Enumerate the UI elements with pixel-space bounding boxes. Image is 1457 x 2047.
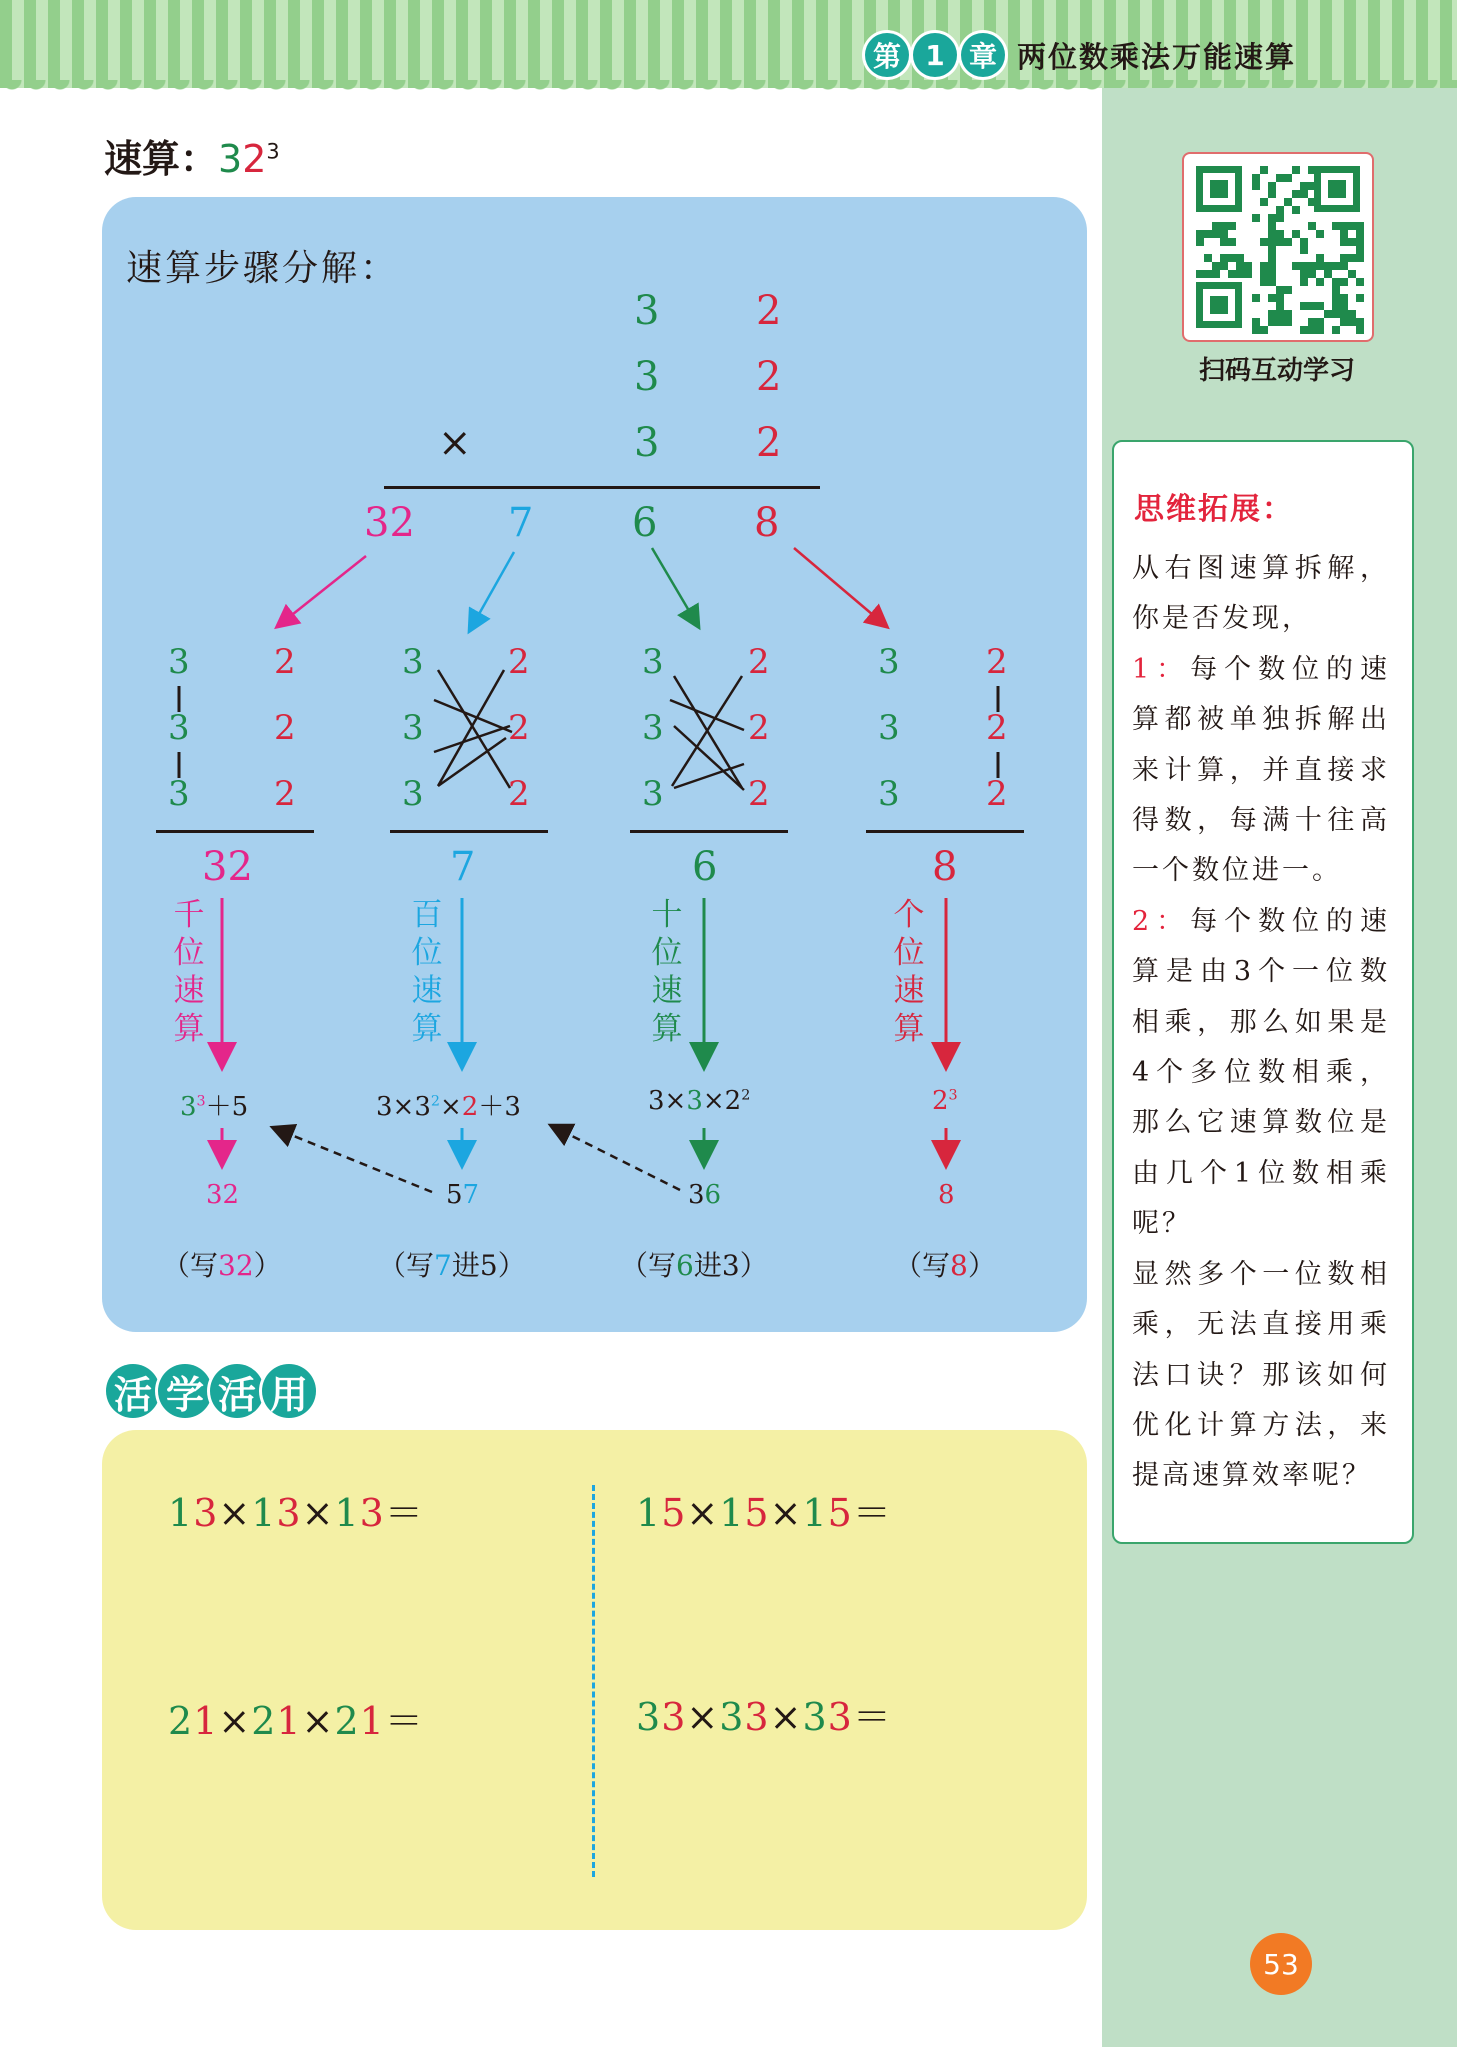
thinking-paragraph: 显然多个一位数相乘，无法直接用乘法口诀？那该如何优化计算方法，来提高速算效率呢？: [1132, 1258, 1390, 1492]
formula-ones: $2^3$: [932, 1086, 958, 1116]
note-ones: （写8）: [894, 1249, 996, 1282]
digit: 2: [748, 774, 770, 814]
practice-badge: [106, 1364, 314, 1418]
practice-problem: 33×33×33＝: [636, 1695, 892, 1739]
multiplicand-ones: 2: [756, 288, 782, 334]
multiplicand-tens: 3: [634, 288, 660, 334]
label-tens: 十位速算: [651, 897, 683, 1047]
badge-char: 活: [210, 1364, 264, 1418]
column-line: [390, 830, 548, 833]
digit: 3: [168, 708, 190, 748]
page-number: 53: [1250, 1933, 1312, 1995]
digit: 3: [642, 774, 664, 814]
partial-hundreds: 57: [446, 1180, 480, 1210]
note-thousands: （写32）: [162, 1249, 282, 1282]
column-result-tens: 6: [692, 844, 718, 890]
digit: 3: [878, 708, 900, 748]
digit: 3: [402, 708, 424, 748]
digit: 2: [508, 774, 530, 814]
digit: 2: [274, 774, 296, 814]
partial-tens: 36: [688, 1180, 722, 1210]
label-hundreds: 百位速算: [411, 897, 443, 1047]
result-ones: 8: [754, 500, 780, 546]
column-line: [630, 830, 788, 833]
digit: 3: [878, 774, 900, 814]
page-title: 速算：$32^3$: [104, 137, 280, 181]
digit: 3: [168, 642, 190, 682]
practice-problem: 15×15×15＝: [636, 1491, 892, 1535]
tens-cross-lines: [670, 676, 744, 790]
digit: 3: [402, 774, 424, 814]
chapter-suffix: 章: [961, 33, 1005, 77]
thinking-paragraph: 从右图速算拆解，你是否发现，: [1132, 553, 1390, 635]
chapter-prefix: 第: [865, 33, 909, 77]
digit: 2: [274, 642, 296, 682]
chapter-number: 1: [913, 33, 957, 77]
digit: 2: [986, 708, 1008, 748]
practice-divider: [592, 1485, 595, 1877]
formula-tens: $3\times 3\times 2^2$: [648, 1086, 751, 1116]
thinking-title: 思维拓展：: [1134, 492, 1294, 527]
badge-char: 用: [262, 1364, 316, 1418]
result-thousands: 32: [364, 500, 415, 546]
partial-thousands: 32: [206, 1180, 240, 1210]
multiplicand-tens: 3: [634, 420, 660, 466]
badge-char: 活: [106, 1364, 160, 1418]
arrow-to-tens: [652, 548, 698, 626]
practice-problem: 21×21×21＝: [168, 1699, 424, 1743]
partial-ones: 8: [938, 1180, 955, 1210]
column-result-ones: 8: [932, 844, 958, 890]
column-result-hundreds: 7: [450, 844, 476, 890]
digit: 2: [508, 642, 530, 682]
column-line: [866, 830, 1024, 833]
multiplicand-tens: 3: [634, 354, 660, 400]
digit: 2: [748, 642, 770, 682]
result-tens: 6: [632, 500, 658, 546]
label-ones: 个位速算: [893, 897, 925, 1047]
label-thousands: 千位速算: [173, 897, 205, 1047]
chapter-title: 两位数乘法万能速算: [1017, 39, 1297, 74]
digit: 3: [168, 774, 190, 814]
digit: 2: [508, 708, 530, 748]
digit: 3: [402, 642, 424, 682]
times-sign: ×: [438, 420, 472, 466]
arrow-to-thousands: [278, 556, 366, 626]
formula-hundreds: $3\times 3^2\times 2+3$: [376, 1092, 521, 1122]
multiplicand-ones: 2: [756, 354, 782, 400]
digit: 3: [878, 642, 900, 682]
digit: 2: [986, 774, 1008, 814]
badge-char: 学: [158, 1364, 212, 1418]
arrow-to-hundreds: [470, 552, 514, 630]
result-hundreds: 7: [508, 500, 534, 546]
note-tens: （写6进3）: [620, 1249, 768, 1282]
qr-label: 扫码互动学习: [1198, 356, 1355, 386]
arrow-to-ones: [794, 548, 886, 626]
digit: 2: [748, 708, 770, 748]
digit: 2: [274, 708, 296, 748]
digit: 3: [642, 642, 664, 682]
hundreds-cross-lines: [434, 670, 512, 788]
thinking-paragraph: 2：每个数位的速算是由3个一位数相乘，那么如果是4个多位数相乘，那么它速算数位是由几个1位数相乘呢？: [1132, 905, 1390, 1240]
note-hundreds: （写7进5）: [378, 1249, 526, 1282]
steps-title: 速算步骤分解：: [126, 248, 400, 289]
thinking-paragraph: 1：每个数位的速算都被单独拆解出来计算，并直接求得数，每满十往高一个数位进一。: [1132, 653, 1390, 887]
column-result-thousands: 32: [202, 844, 253, 890]
digit: 2: [986, 642, 1008, 682]
multiplicand-ones: 2: [756, 420, 782, 466]
practice-problem: 13×13×13＝: [168, 1491, 424, 1535]
digit: 3: [642, 708, 664, 748]
column-line: [156, 830, 314, 833]
formula-thousands: $3^3+5$: [180, 1092, 249, 1122]
